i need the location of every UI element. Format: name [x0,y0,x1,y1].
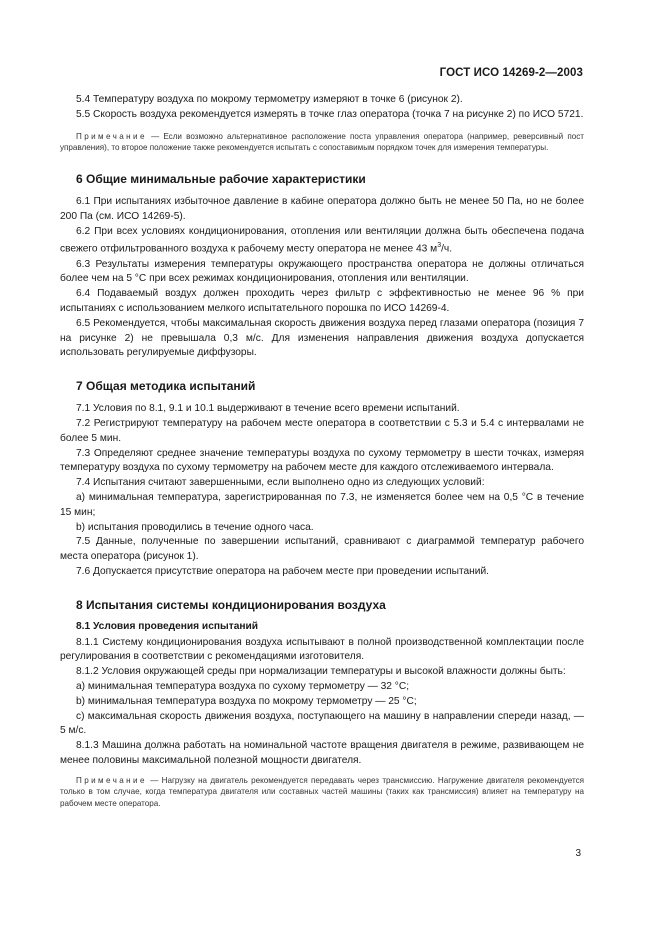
paragraph-7-1: 7.1 Условия по 8.1, 9.1 и 10.1 выдерживают в течение всего времени испытаний. [76,403,460,415]
paragraph-8-1-1: 8.1.1 Систему кондиционирования воздуха испытывают в полной производственной комплектации после регулирования в соответствии с рекомендациями изготовителя. [60,636,584,663]
note-2-text: — Нагрузку на двигатель рекомендуется передавать через трансмиссию. Нагружение двигателя рекомендуется только в том случае, когда температура двигателя или составных частей машины (таких как трансмиссия) влияет на температуру на рабочем месте оператора. [60,775,585,809]
paragraph-7-5: 7.5 Данные, полученные по завершении испытаний, сравнивают с диаграммой температур рабочего места оператора (рисунок 1). [60,536,584,563]
document-header: ГОСТ ИСО 14269-2—2003 [439,67,583,79]
paragraph-6-3: 6.3 Результаты измерения температуры окружающего пространства оператора не должны отличаться более чем на 5 °С при всех режимах кондиционирования, отопления или вентиляции. [60,258,584,285]
paragraph-8-1-3: 8.1.3 Машина должна работать на номинальной частоте вращения двигателя в режиме, развивающем не менее половины максимальной полезной мощности двигателя. [60,740,584,766]
note-2-label: Примечание [76,775,147,785]
section-6-title: 6 Общие минимальные рабочие характеристики [76,172,366,186]
note-1 [60,131,584,154]
paragraph-8-1-2: 8.1.2 Условия окружающей среды при нормализации температуры и высокой влажности должны быть: [76,666,566,678]
paragraph-7-4: 7.4 Испытания считают завершенными, если выполнено одно из следующих условий: [76,477,485,489]
section-8-1-title: 8.1 Условия проведения испытаний [76,620,259,632]
paragraph-7-4-a: a) минимальная температура, зарегистрированная по 7.3, не изменяется более чем на 0,5 °С в течение 15 мин; [60,491,584,518]
note-1-text: — Если возможно альтернативное расположение поста управления оператора (например, реверсивный пост управления), то второе положение также рекомендуется испытать с сопоставимым порядком точек для измерения температуры. [60,131,584,153]
paragraph-8-1-2-a: a) минимальная температура воздуха по сухому термометру — 32 °С; [76,680,410,692]
paragraph-6-1: 6.1 При испытаниях избыточное давление в кабине оператора должно быть не менее 50 Па, но не более 200 Па (см. ИСО 14269-5). [60,196,584,222]
paragraph-6-4: 6.4 Подаваемый воздух должен проходить через фильтр с эффективностью не менее 96 % при испытаниях с использованием мелкого испытательного порошка по ИСО 14269-4. [60,288,584,314]
section-8-title: 8 Испытания системы кондиционирования воздуха [76,597,386,612]
paragraph-8-1-2-b: b) минимальная температура воздуха по мокрому термометру — 25 °С; [76,695,417,707]
section-7-title: 7 Общая методика испытаний [76,379,256,394]
paragraph-7-2: 7.2 Регистрируют температуру на рабочем месте оператора в соответствии с 5.3 и 5.4 с интервалами не более 5 мин. [60,417,584,444]
paragraph-6-5: 6.5 Рекомендуется, чтобы максимальная скорость движения воздуха перед глазами оператора (позиция 7 на рисунке 2) не превышала 0,3 м/с. Для изменения направления движения воздуха допускается использовать регулируемые диффузоры. [60,317,584,359]
paragraph-7-3: 7.3 Определяют среднее значение температуры воздуха по сухому термометру в шести точках, измеряя температуру воздуха по сухому термометру на рабочем месте для каждого отслеживаемого интервала. [60,447,584,474]
paragraph-7-4-b: b) испытания проводились в течение одного часа. [76,521,314,533]
paragraph-5-5: 5.5 Скорость воздуха рекомендуется измерять в точке глаз оператора (точка 7 на рисунке 2) по ИСО 5721. [76,108,584,120]
superscript-3: 3 [437,242,442,250]
note-1-label: Примечание [76,131,147,141]
paragraph-6-2 [60,225,584,258]
note-2 [60,775,584,810]
paragraph-7-6: 7.6 Допускается присутствие оператора на рабочем месте при проведении испытаний. [76,565,489,577]
paragraph-6-2-end: /ч. [441,243,453,255]
document-body [60,93,584,810]
page-number: 3 [575,848,581,859]
paragraph-5-4: 5.4 Температуру воздуха по мокрому термометру измеряют в точке 6 (рисунок 2). [76,94,463,105]
paragraph-8-1-2-c: c) максимальная скорость движения воздуха, поступающего на машину в направлении спереди назад, — 5 м/с. [60,710,584,737]
paragraph-6-2-text: 6.2 При всех условиях кондиционирования, отопления или вентиляции должна быть обеспечена подача свежего отфильтрованного воздуха к рабочему месту оператора не менее 43 м [60,225,584,255]
